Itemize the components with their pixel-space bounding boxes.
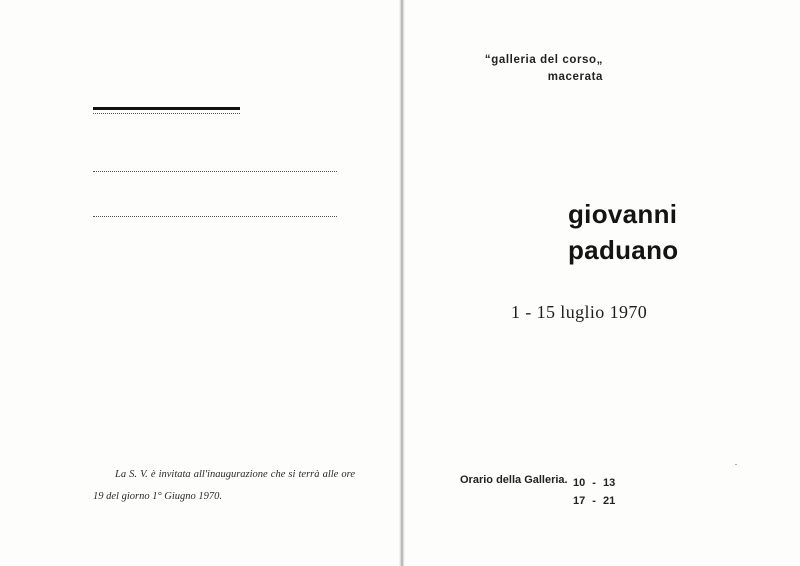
hours-morning: 10 - 13 (573, 477, 616, 489)
gallery-name: “galleria del corso„ (484, 54, 603, 66)
address-bar-line (93, 107, 240, 110)
artist-first-name: giovanni (568, 199, 678, 229)
artist-name (568, 196, 678, 268)
gallery-heading (485, 52, 603, 86)
paper-fold (399, 0, 405, 566)
address-dotted-line (93, 113, 240, 114)
opening-hours (573, 474, 615, 510)
gallery-city: macerata (547, 71, 603, 83)
artist-last-name: paduano (568, 235, 679, 265)
invitation-text: La S. V. è invitata all'inaugurazione che si terrà alle ore 19 del giorno 1° Giugno 1970. (93, 469, 355, 502)
exhibition-dates: 1 - 15 luglio 1970 (511, 302, 648, 322)
hours-afternoon: 17 - 21 (573, 495, 616, 507)
paper-speck (735, 464, 737, 465)
hours-label: Orario della Galleria. (460, 474, 568, 486)
address-dotted-line (93, 171, 337, 172)
address-dotted-line (93, 216, 337, 217)
